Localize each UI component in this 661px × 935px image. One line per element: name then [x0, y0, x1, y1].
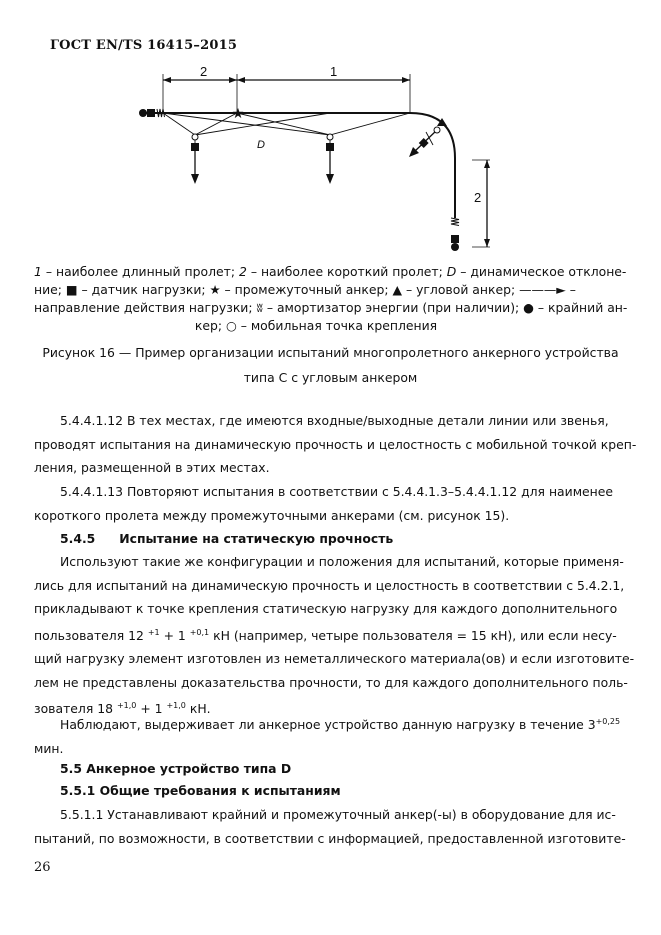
triangle-icon: ▲: [392, 282, 403, 297]
load-sensor-2: [326, 143, 334, 151]
mobile-point-2: [327, 134, 333, 140]
absorber-icon: ʬ: [256, 300, 263, 315]
star-icon: ★: [209, 282, 221, 297]
legend-line-1: 1 – наиболее длинный пролет; 2 – наиболее короткий пролет; D – динамическое отклоне-: [34, 264, 627, 279]
heading-5-4-5: 5.4.5 Испытание на статическую прочность: [60, 531, 394, 546]
figure-16-diagram: [0, 56, 661, 261]
page-number: 26: [34, 860, 51, 875]
paragraph-5-5-1-1: 5.5.1.1 Устанавливают крайний и промежуточный анкер(-ы) в оборудование для ис- пытаний, по возможности, в соответствии с информацией, предоставленной изготовите-: [34, 807, 626, 846]
load-sensor-1: [191, 143, 199, 151]
paragraph-static-strength: Используют такие же конфигурации и положения для испытаний, которые применя- лись для испытаний на динамическую прочность и целостность в соответствии с 5.4.2.1, прикладывают к точке крепления статическую нагрузку для каждого дополнительного пользователя 12 $^{+1}$ + 1 $^{+0,1}$ кН (например, четыре пользователя = 15 кН), или если несу- щий нагрузку элемент изготовлен из неметаллического материала(ов) и если изготовите- лем не представлены доказательства прочности, то для каждого дополнительного поль- зователя 18 $^{+1,0}$ + 1 $^{+1,0}$ кН.: [34, 554, 635, 717]
legend-line-2: ние; ■ – датчик нагрузки; ★ – промежуточный анкер; ▲ – угловой анкер; ———► –: [34, 282, 576, 297]
figure-legend: [34, 263, 628, 335]
legend-line-3: направление действия нагрузки; ʬ – амортизатор энергии (при наличии); ● – крайний ан-: [34, 300, 628, 315]
label-dynamic: D: [257, 139, 265, 151]
mobile-point-3: [434, 127, 440, 133]
square-icon: ■: [65, 282, 78, 297]
heading-5-5: 5.5 Анкерное устройство типа D: [60, 761, 292, 776]
intermediate-anchor: ★: [231, 106, 245, 122]
paragraph-5-4-4-1-12: 5.4.4.1.12 В тех местах, где имеются входные/выходные детали линии или звенья, проводят испытания на динамическую прочность и целостность с мобильной точкой креп- ления, размещенной в этих местах.: [34, 413, 637, 475]
energy-absorber-left: [157, 109, 165, 117]
figure-caption-line-2: типа С с угловым анкером: [243, 370, 418, 385]
mobile-point-1: [192, 134, 198, 140]
load-sensor-left: [147, 109, 155, 117]
end-anchor-bottom: [451, 243, 459, 251]
legend-line-4: кер; ○ – мобильная точка крепления: [194, 318, 438, 333]
open-circle-icon: ○: [225, 318, 237, 333]
deflection-lines: [163, 113, 410, 135]
paragraph-5-4-4-1-13: 5.4.4.1.13 Повторяют испытания в соответствии с 5.4.4.1.3–5.4.4.1.12 для наименее короткого пролета между промежуточными анкерами (см. рисунок 15).: [34, 484, 614, 523]
filled-circle-icon: ●: [523, 300, 534, 315]
label-span-vertical: 2: [474, 190, 482, 205]
document-header: ГОСТ EN/TS 16415–2015: [50, 38, 238, 53]
paragraph-observe: Наблюдают, выдерживает ли анкерное устройство данную нагрузку в течение $3^{+0,25}$ мин.: [34, 717, 621, 756]
figure-caption-line-1: Рисунок 16 — Пример организации испытаний многопролетного анкерного устройства: [42, 345, 619, 360]
load-sensor-bottom: [451, 235, 459, 243]
anchor-line-curve: [410, 113, 455, 218]
energy-absorber-bottom: [451, 218, 459, 226]
end-anchor-left: [139, 109, 147, 117]
arrow-icon: ———►: [519, 282, 566, 297]
heading-5-5-1: 5.5.1 Общие требования к испытаниям: [60, 783, 341, 798]
label-span-short: 2: [200, 64, 208, 79]
label-span-long: 1: [330, 64, 338, 79]
